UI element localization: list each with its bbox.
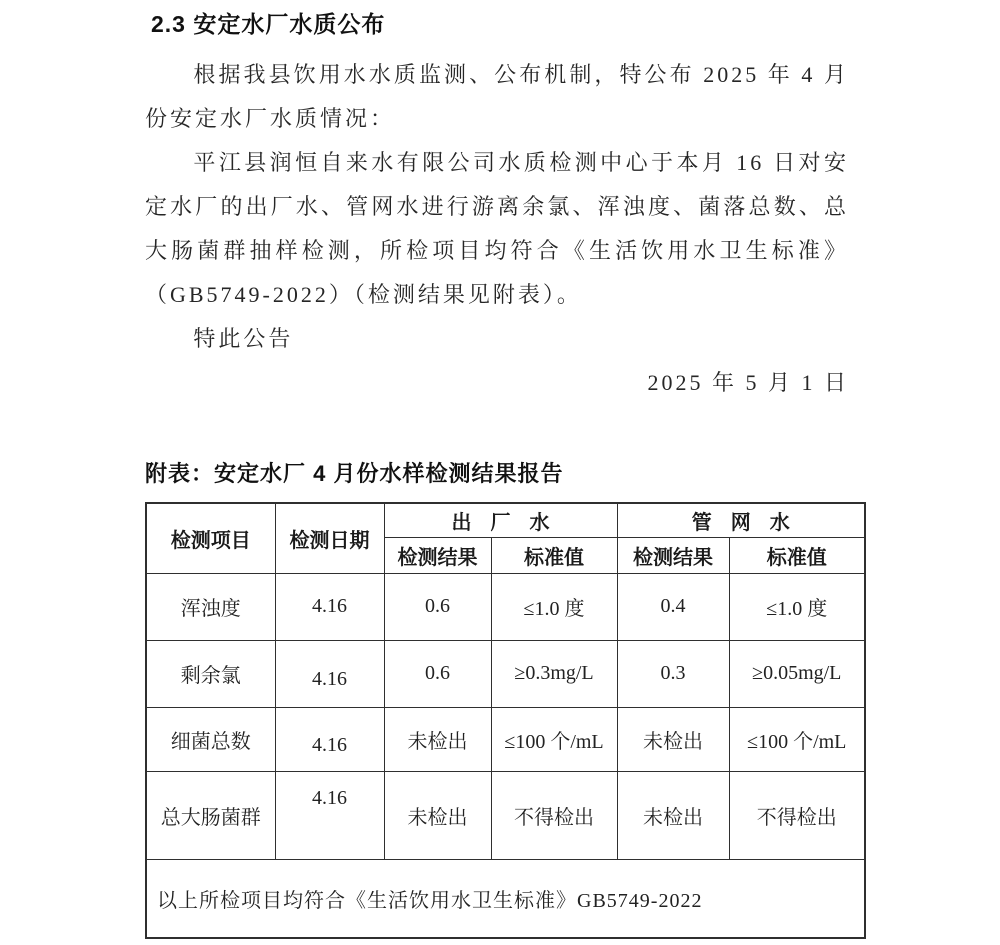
network-standard-cell: ≤1.0 度 bbox=[729, 573, 865, 640]
col-group-network-water bbox=[617, 503, 865, 537]
paragraph-announcement-basis: 根据我县饮用水水质监测、公布机制，特公布 2025 年 4 月份安定水厂水质情况： bbox=[145, 62, 849, 131]
date-line: 2025 年 5 月 1 日 bbox=[647, 370, 849, 395]
table-row-turbidity bbox=[146, 573, 865, 640]
header-row-groups bbox=[146, 503, 865, 537]
table-row-total-coliforms bbox=[146, 771, 865, 859]
network-result-cell: 未检出 bbox=[617, 771, 729, 859]
col-group-factory-water bbox=[384, 503, 617, 537]
factory-standard-cell: 不得检出 bbox=[491, 771, 617, 859]
factory-result-cell: 未检出 bbox=[384, 707, 491, 771]
table-row-residual-chlorine bbox=[146, 640, 865, 707]
col-group-factory-water-label: 出厂水 bbox=[451, 511, 569, 534]
factory-result-cell: 0.6 bbox=[384, 573, 491, 640]
factory-standard-cell: ≤100 个/mL bbox=[491, 707, 617, 771]
network-standard-cell: 不得检出 bbox=[729, 771, 865, 859]
col-header-item: 检测项目 bbox=[146, 503, 275, 573]
date-cell: 4.16 bbox=[275, 573, 384, 640]
col-header-date: 检测日期 bbox=[275, 503, 384, 573]
network-standard-cell: ≥0.05mg/L bbox=[729, 640, 865, 707]
factory-standard-cell: ≤1.0 度 bbox=[491, 573, 617, 640]
footer-note: 以上所检项目均符合《生活饮用水卫生标准》GB5749-2022 bbox=[146, 859, 865, 938]
table-row-bacteria-count bbox=[146, 707, 865, 771]
item-cell: 浑浊度 bbox=[146, 573, 275, 640]
paragraph-test-details: 平江县润恒自来水有限公司水质检测中心于本月 16 日对安定水厂的出厂水、管网水进行游离余氯、浑浊度、菌落总数、总大肠菌群抽样检测，所检项目均符合《生活饮用水卫生标准》（GB5749-2022）（检测结果见附表）。 bbox=[145, 150, 849, 307]
table-footer-row bbox=[146, 859, 865, 938]
col-group-network-water-label: 管网水 bbox=[691, 511, 809, 534]
item-cell: 剩余氯 bbox=[146, 640, 275, 707]
factory-result-cell: 0.6 bbox=[384, 640, 491, 707]
network-result-cell: 0.4 bbox=[617, 573, 729, 640]
date-cell: 4.16 bbox=[275, 771, 384, 859]
col-header-network-result: 检测结果 bbox=[617, 537, 729, 573]
section-heading: 2.3 安定水厂水质公布 bbox=[151, 11, 386, 37]
col-header-factory-result: 检测结果 bbox=[384, 537, 491, 573]
closing-line: 特此公告 bbox=[193, 326, 294, 351]
factory-result-cell: 未检出 bbox=[384, 771, 491, 859]
network-result-cell: 0.3 bbox=[617, 640, 729, 707]
table-title: 附表：安定水厂 4 月份水样检测结果报告 bbox=[145, 461, 564, 486]
date-cell: 4.16 bbox=[275, 707, 384, 771]
col-header-factory-standard: 标准值 bbox=[491, 537, 617, 573]
date-cell: 4.16 bbox=[275, 640, 384, 707]
item-cell: 细菌总数 bbox=[146, 707, 275, 771]
col-header-network-standard: 标准值 bbox=[729, 537, 865, 573]
water-quality-results-table bbox=[145, 502, 866, 939]
factory-standard-cell: ≥0.3mg/L bbox=[491, 640, 617, 707]
item-cell: 总大肠菌群 bbox=[146, 771, 275, 859]
network-result-cell: 未检出 bbox=[617, 707, 729, 771]
network-standard-cell: ≤100 个/mL bbox=[729, 707, 865, 771]
